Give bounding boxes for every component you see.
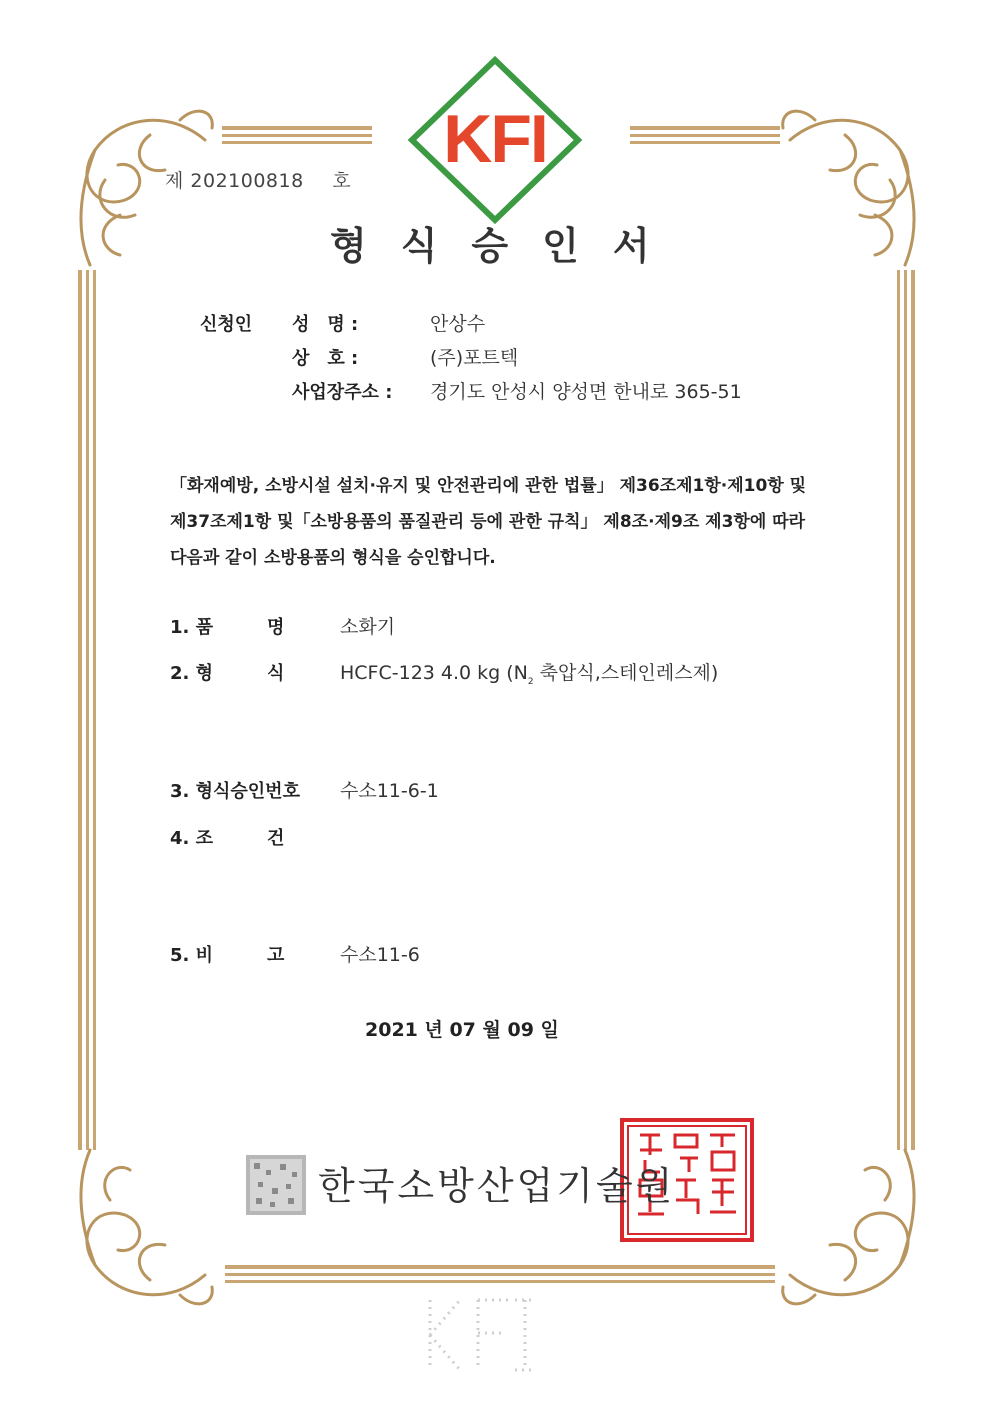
right-border-bands — [897, 270, 915, 1150]
applicant-address-label: 사업장주소 : — [292, 382, 393, 403]
item-remarks-value: 수소11-6 — [340, 944, 420, 966]
item-product-name-value: 소화기 — [340, 616, 396, 638]
hologram-sticker — [246, 1155, 306, 1215]
left-border-bands — [78, 270, 96, 1150]
item-product-name-label: 1. 품 명 — [170, 617, 285, 638]
item-approval-number-label: 3. 형식승인번호 — [170, 781, 300, 802]
approval-statement — [170, 468, 850, 576]
issue-date: 2021 년 07 월 09 일 — [365, 1019, 559, 1041]
applicant-company: (주)포트텍 — [430, 347, 519, 369]
applicant-address: 경기도 안성시 양성면 한내로 365-51 — [430, 381, 742, 403]
approval-statement-line-3: 다음과 같이 소방용품의 형식을 승인합니다. — [170, 548, 496, 568]
item-condition-label: 4. 조 건 — [170, 828, 285, 849]
approval-statement-line-1: 「화재예방, 소방시설 설치·유지 및 안전관리에 관한 법률」 제36조제1항·제10항 및 — [170, 476, 807, 496]
corner-ornament-top-right — [783, 111, 914, 265]
applicant-company-label: 상 호 : — [292, 348, 359, 369]
certificate-number-suffix: 호 — [332, 170, 352, 192]
item-approval-number-value: 수소11-6-1 — [340, 780, 439, 802]
certificate-number-value: 202100818 — [190, 170, 304, 192]
page-title: 형식승인서 — [330, 224, 684, 268]
applicant-section-label: 신청인 — [200, 314, 253, 335]
item-remarks-label: 5. 비 고 — [170, 945, 285, 966]
issuer-name: 한국소방산업기술원 — [318, 1164, 676, 1208]
kfi-logo — [412, 60, 578, 220]
bottom-border-bands — [225, 1265, 775, 1283]
certificate-number-prefix: 제 — [165, 170, 184, 192]
corner-ornament-bottom-left — [81, 1150, 212, 1304]
certificate-number — [165, 166, 351, 193]
applicant-name: 안상수 — [430, 313, 486, 335]
item-model-value-subscript: 2 — [527, 676, 534, 687]
corner-ornament-bottom-right — [783, 1150, 914, 1304]
svg-text:KFI: KFI — [443, 101, 547, 177]
item-model-label: 2. 형 식 — [170, 663, 285, 684]
applicant-name-label: 성 명 : — [292, 314, 359, 335]
embossed-stamp — [430, 1300, 535, 1370]
item-model-value — [340, 658, 718, 687]
item-model-value-main: HCFC-123 4.0 kg (N — [340, 662, 528, 684]
item-model-value-rest: 축압식,스테인레스제) — [533, 662, 719, 684]
approval-statement-line-2: 제37조제1항 및「소방용품의 품질관리 등에 관한 규칙」 제8조·제9조 제3항에 따라 — [170, 512, 806, 532]
